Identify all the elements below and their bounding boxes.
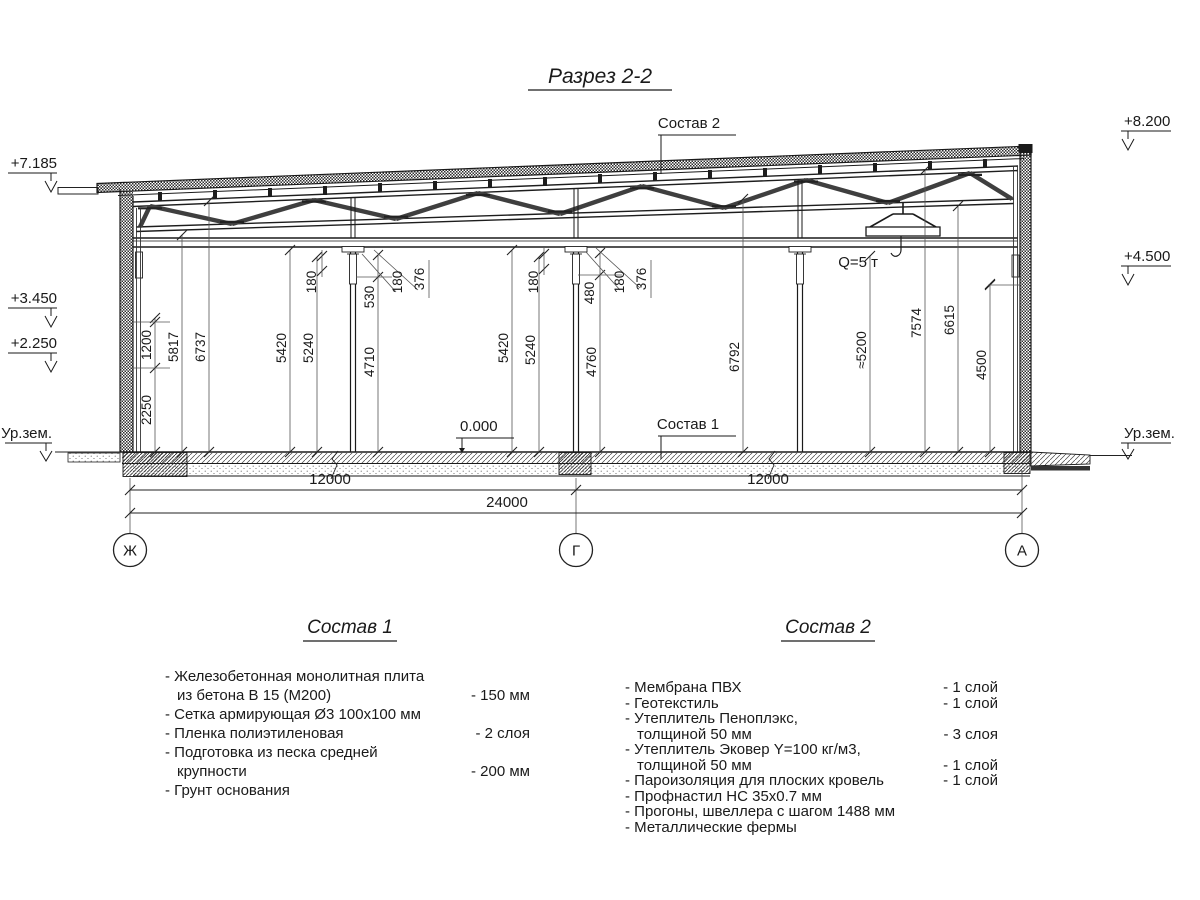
spec2-title: Состав 2 (785, 617, 871, 638)
column-head-plate (565, 247, 587, 253)
crane-hook (891, 250, 901, 256)
spec1-item: - Сетка армирующая Ø3 100х100 мм (165, 706, 421, 723)
zero-level-label: 0.000 (460, 418, 498, 435)
column-stub (350, 254, 357, 284)
spec2-item: - Мембрана ПВХ (625, 679, 742, 696)
dimensions (114, 165, 1039, 567)
spec2-item: - Утеплитель Эковер Y=100 кг/м3, (625, 741, 861, 758)
dim-text: 6737 (193, 331, 208, 363)
dim-text: 376 (634, 267, 649, 291)
spec2-item: толщиной 50 мм (637, 726, 752, 743)
spec2-value: - 1 слой (943, 757, 998, 774)
elevation-value: Ур.зем. (1, 425, 52, 442)
axis-label: Ж (123, 542, 137, 560)
dim-text: 180 (390, 270, 405, 294)
spec2-item: - Пароизоляция для плоских кровель (625, 772, 884, 789)
dim-text: 6615 (942, 304, 957, 336)
elevation-mark (1121, 425, 1175, 459)
spec2-value: - 1 слой (943, 679, 998, 696)
dim-text: ≈5200 (854, 331, 869, 369)
spec2-value: - 3 слоя (943, 726, 998, 743)
dim-text: 376 (412, 267, 427, 291)
spec1-value: - 150 мм (471, 687, 530, 704)
right-wall (1020, 148, 1031, 452)
dim-text: 7574 (909, 307, 924, 339)
spec1-item: - Пленка полиэтиленовая (165, 725, 344, 742)
dim-text: 5420 (496, 332, 511, 364)
column (789, 180, 811, 452)
dim-text: 180 (612, 270, 627, 294)
spec1-item: - Железобетонная монолитная плита (165, 668, 425, 685)
dim-text: 180 (304, 270, 319, 294)
column-head-plate (342, 247, 364, 253)
crane-hoist (866, 203, 940, 256)
spec1-item: из бетона В 15 (М200) (177, 687, 332, 704)
dim-text: 4500 (974, 349, 989, 381)
elevation-value: +2.250 (10, 335, 57, 352)
foundation-right (1004, 453, 1030, 474)
column-stub (797, 254, 804, 284)
dim-text: 5420 (274, 332, 289, 364)
left-wall (121, 190, 134, 452)
elevation-value: +4.500 (1124, 248, 1171, 265)
elevation-value: Ур.зем. (1124, 425, 1175, 442)
dim-text: 180 (526, 270, 541, 294)
sostav2-callout: Состав 2 (657, 115, 721, 132)
crane-runway-beam (133, 238, 1018, 247)
spec2-value: - 1 слой (943, 772, 998, 789)
floor-slab (55, 451, 1132, 479)
crane-capacity-label: Q=5 т (838, 254, 878, 271)
spec2-value: - 1 слой (943, 695, 998, 712)
spec-list-1 (165, 617, 530, 799)
columns (136, 180, 1020, 452)
elevation-mark (1121, 248, 1171, 285)
elevation-mark (1121, 113, 1171, 150)
roof-gutter-edge (58, 188, 98, 195)
spec2-item: - Прогоны, швеллера с шагом 1488 мм (625, 803, 896, 820)
spec1-value: - 200 мм (471, 763, 530, 780)
elevation-mark (8, 290, 57, 327)
right-parapet-cap (1019, 144, 1033, 153)
dim-text: 5817 (166, 331, 181, 363)
right-ground-strip (1031, 466, 1090, 471)
spec2-item: - Профнастил НС 35х0.7 мм (625, 788, 822, 805)
span2-dim: 12000 (747, 471, 789, 488)
spec2-item: - Утеплитель Пеноплэкс, (625, 710, 798, 727)
dim-text: 530 (362, 285, 377, 309)
axis-label: Г (571, 542, 581, 560)
total-dim: 24000 (486, 494, 528, 511)
dim-text: 1200 (139, 329, 154, 361)
spec2-item: толщиной 50 мм (637, 757, 752, 774)
right-ground-wedge (1031, 452, 1090, 466)
dim-text: 5240 (301, 332, 316, 364)
roof-insulation-band (97, 146, 1031, 193)
spec1-value: - 2 слоя (475, 725, 530, 742)
spec1-item: - Грунт основания (165, 782, 290, 799)
spec-list-2 (625, 617, 998, 836)
foundation-middle (559, 453, 591, 475)
spec1-item: крупности (177, 763, 247, 780)
dim-text: 4760 (584, 346, 599, 378)
elevation-value: +7.185 (10, 155, 57, 172)
elevation-mark (1, 425, 52, 461)
elevation-mark (8, 155, 57, 192)
column-head-plate (789, 247, 811, 253)
column (342, 198, 364, 452)
spec1-item: - Подготовка из песка средней (165, 744, 378, 761)
elevation-mark (8, 335, 57, 372)
vertical-dim-texts (139, 268, 989, 425)
spec2-item: - Геотекстиль (625, 695, 719, 712)
dim-text: 2250 (139, 394, 154, 426)
dim-text: 6792 (727, 341, 742, 373)
spec2-item: - Металлические фермы (625, 819, 797, 836)
column-stub (573, 254, 580, 284)
column (565, 189, 587, 452)
axis-label: А (1016, 542, 1028, 560)
dim-text: 5240 (523, 334, 538, 366)
axis-bubbles (114, 534, 1039, 567)
drawing-title: Разрез 2-2 (547, 65, 653, 88)
extension-lines (130, 170, 1022, 533)
dim-text: 480 (582, 281, 597, 305)
span1-dim: 12000 (309, 471, 351, 488)
crane-trolley-beam (866, 227, 940, 236)
elevation-value: +3.450 (10, 290, 57, 307)
elevation-value: +8.200 (1124, 113, 1171, 130)
spec1-title: Состав 1 (307, 617, 393, 638)
dim-text: 4710 (362, 346, 377, 378)
sostav1-callout: Состав 1 (656, 416, 720, 433)
left-ground-sill (68, 453, 120, 462)
